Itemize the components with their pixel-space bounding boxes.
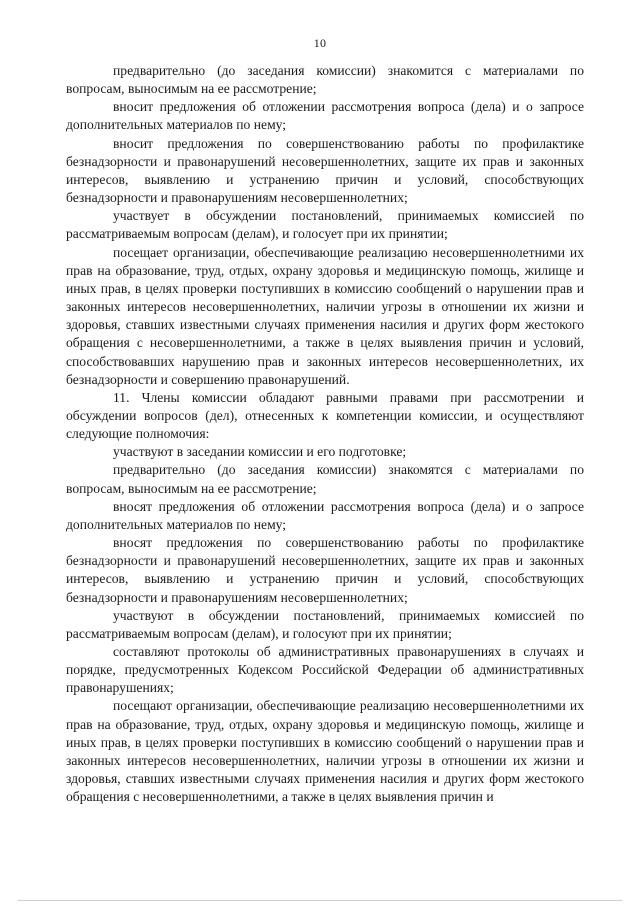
paragraph-members-improvement-proposals: вносят предложения по совершенствованию работы по профилактике безнадзорности и правонарушений несовершеннолетних, защите их прав и законных интересов, выявлению и устранению причин и условий, способствующих безнадзорности и правонарушениям несовершеннолетних; [66, 535, 584, 605]
paragraph-members-review-materials: предварительно (до заседания комиссии) знакомятся с материалами по вопросам, выносимым на ее рассмотрение; [66, 462, 584, 496]
paragraph-member-reviews-materials: предварительно (до заседания комиссии) знакомится с материалами по вопросам, выносимым на ее рассмотрение; [66, 63, 584, 97]
paragraph-members-participate-meetings: участвуют в заседании комиссии и его подготовке; [113, 444, 407, 460]
paragraph-members-postpone-proposal: вносят предложения об отложении рассмотрения вопроса (дела) и о запросе дополнительных материалов по нему; [66, 498, 584, 532]
paragraph-members-protocols: составляют протоколы об административных правонарушениях в случаях и порядке, предусмотренных Кодексом Российской Федерации об административных правонарушениях; [66, 644, 584, 696]
paragraph-member-visits-organizations: посещает организации, обеспечивающие реализацию несовершеннолетними их прав на образование, труд, отдых, охрану здоровья и медицинскую помощь, жилище и иных прав, в целях проверки поступивших в комиссию сообщений о нарушении прав и законных интересов несовершеннолетних, наличии угрозы в отношении их жизни и здоровья, ставших известными случаях применения насилия и других форм жестокого обращения с несовершеннолетними, а также в целях выявления причин и условий, способствовавших нарушению прав и законных интересов несовершеннолетних, их безнадзорности и совершению правонарушений. [66, 244, 584, 387]
document-body [66, 62, 584, 806]
paragraph-clause-11-intro: 11. Члены комиссии обладают равными правами при рассмотрении и обсуждении вопросов (дел), отнесенных к компетенции комиссии, и осуществляют следующие полномочия: [66, 389, 584, 442]
paragraph-members-visit-organizations: посещают организации, обеспечивающие реализацию несовершеннолетними их прав на образование, труд, отдых, охрану здоровья и медицинскую помощь, жилище и иных прав, в целях проверки поступивших в комиссию сообщений о нарушении прав и законных интересов несовершеннолетних, наличии угрозы в отношении их жизни и здоровья, ставших известными случаях применения насилия и других форм жестокого обращения с несовершеннолетними, а также в целях выявления причин и [66, 698, 584, 805]
paragraph-member-improvement-proposals: вносит предложения по совершенствованию работы по профилактике безнадзорности и правонарушений несовершеннолетних, защите их прав и законных интересов, выявлению и устранению причин и условий, способствующих безнадзорности и правонарушениям несовершеннолетних; [66, 135, 584, 206]
paragraph-member-postpone-proposal: вносит предложения об отложении рассмотрения вопроса (дела) и о запросе дополнительных материалов по нему; [66, 99, 584, 133]
page-bottom-edge [18, 900, 622, 901]
paragraph-member-discussion-voting: участвует в обсуждении постановлений, принимаемых комиссией по рассматриваемым вопросам (делам), и голосует при их принятии; [66, 208, 584, 242]
paragraph-members-discussion-voting: участвуют в обсуждении постановлений, принимаемых комиссией по рассматриваемым вопросам (делам), и голосуют при их принятии; [66, 607, 584, 641]
page-number: 10 [313, 36, 327, 50]
